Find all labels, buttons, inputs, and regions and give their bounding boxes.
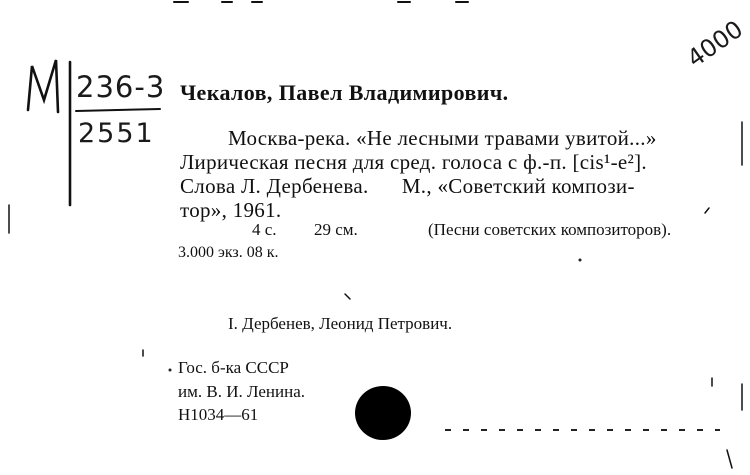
title-line-4: тор», 1961. xyxy=(180,198,282,222)
title-line-1: Москва-река. «Не лесными травами увитой...» xyxy=(228,126,657,150)
added-entry: I. Дербенев, Леонид Петрович. xyxy=(228,314,453,333)
library-line-2: им. В. И. Ленина. xyxy=(178,382,306,401)
print-run: 3.000 экз. 08 к. xyxy=(178,244,279,261)
author-heading: Чекалов, Павел Владимирович. xyxy=(180,80,509,105)
shelf-mark-top: 236-3 xyxy=(76,70,166,104)
library-code: Н1034—61 xyxy=(178,405,259,424)
title-line-3: Слова Л. Дербенева. М., «Советский компози- xyxy=(180,174,635,198)
title-line-2: Лирическая песня для сред. голоса с ф.-п. [cis¹-e²]. xyxy=(180,150,647,174)
library-line-1: Гос. б-ка СССР xyxy=(178,358,289,377)
series: (Песни советских композиторов). xyxy=(428,220,672,239)
ink-blot xyxy=(355,386,411,440)
pages: 4 с. xyxy=(252,220,277,239)
corner-mark: 4000 xyxy=(682,14,749,73)
shelf-mark-bottom: 2551 xyxy=(78,118,155,149)
size: 29 см. xyxy=(314,220,358,239)
